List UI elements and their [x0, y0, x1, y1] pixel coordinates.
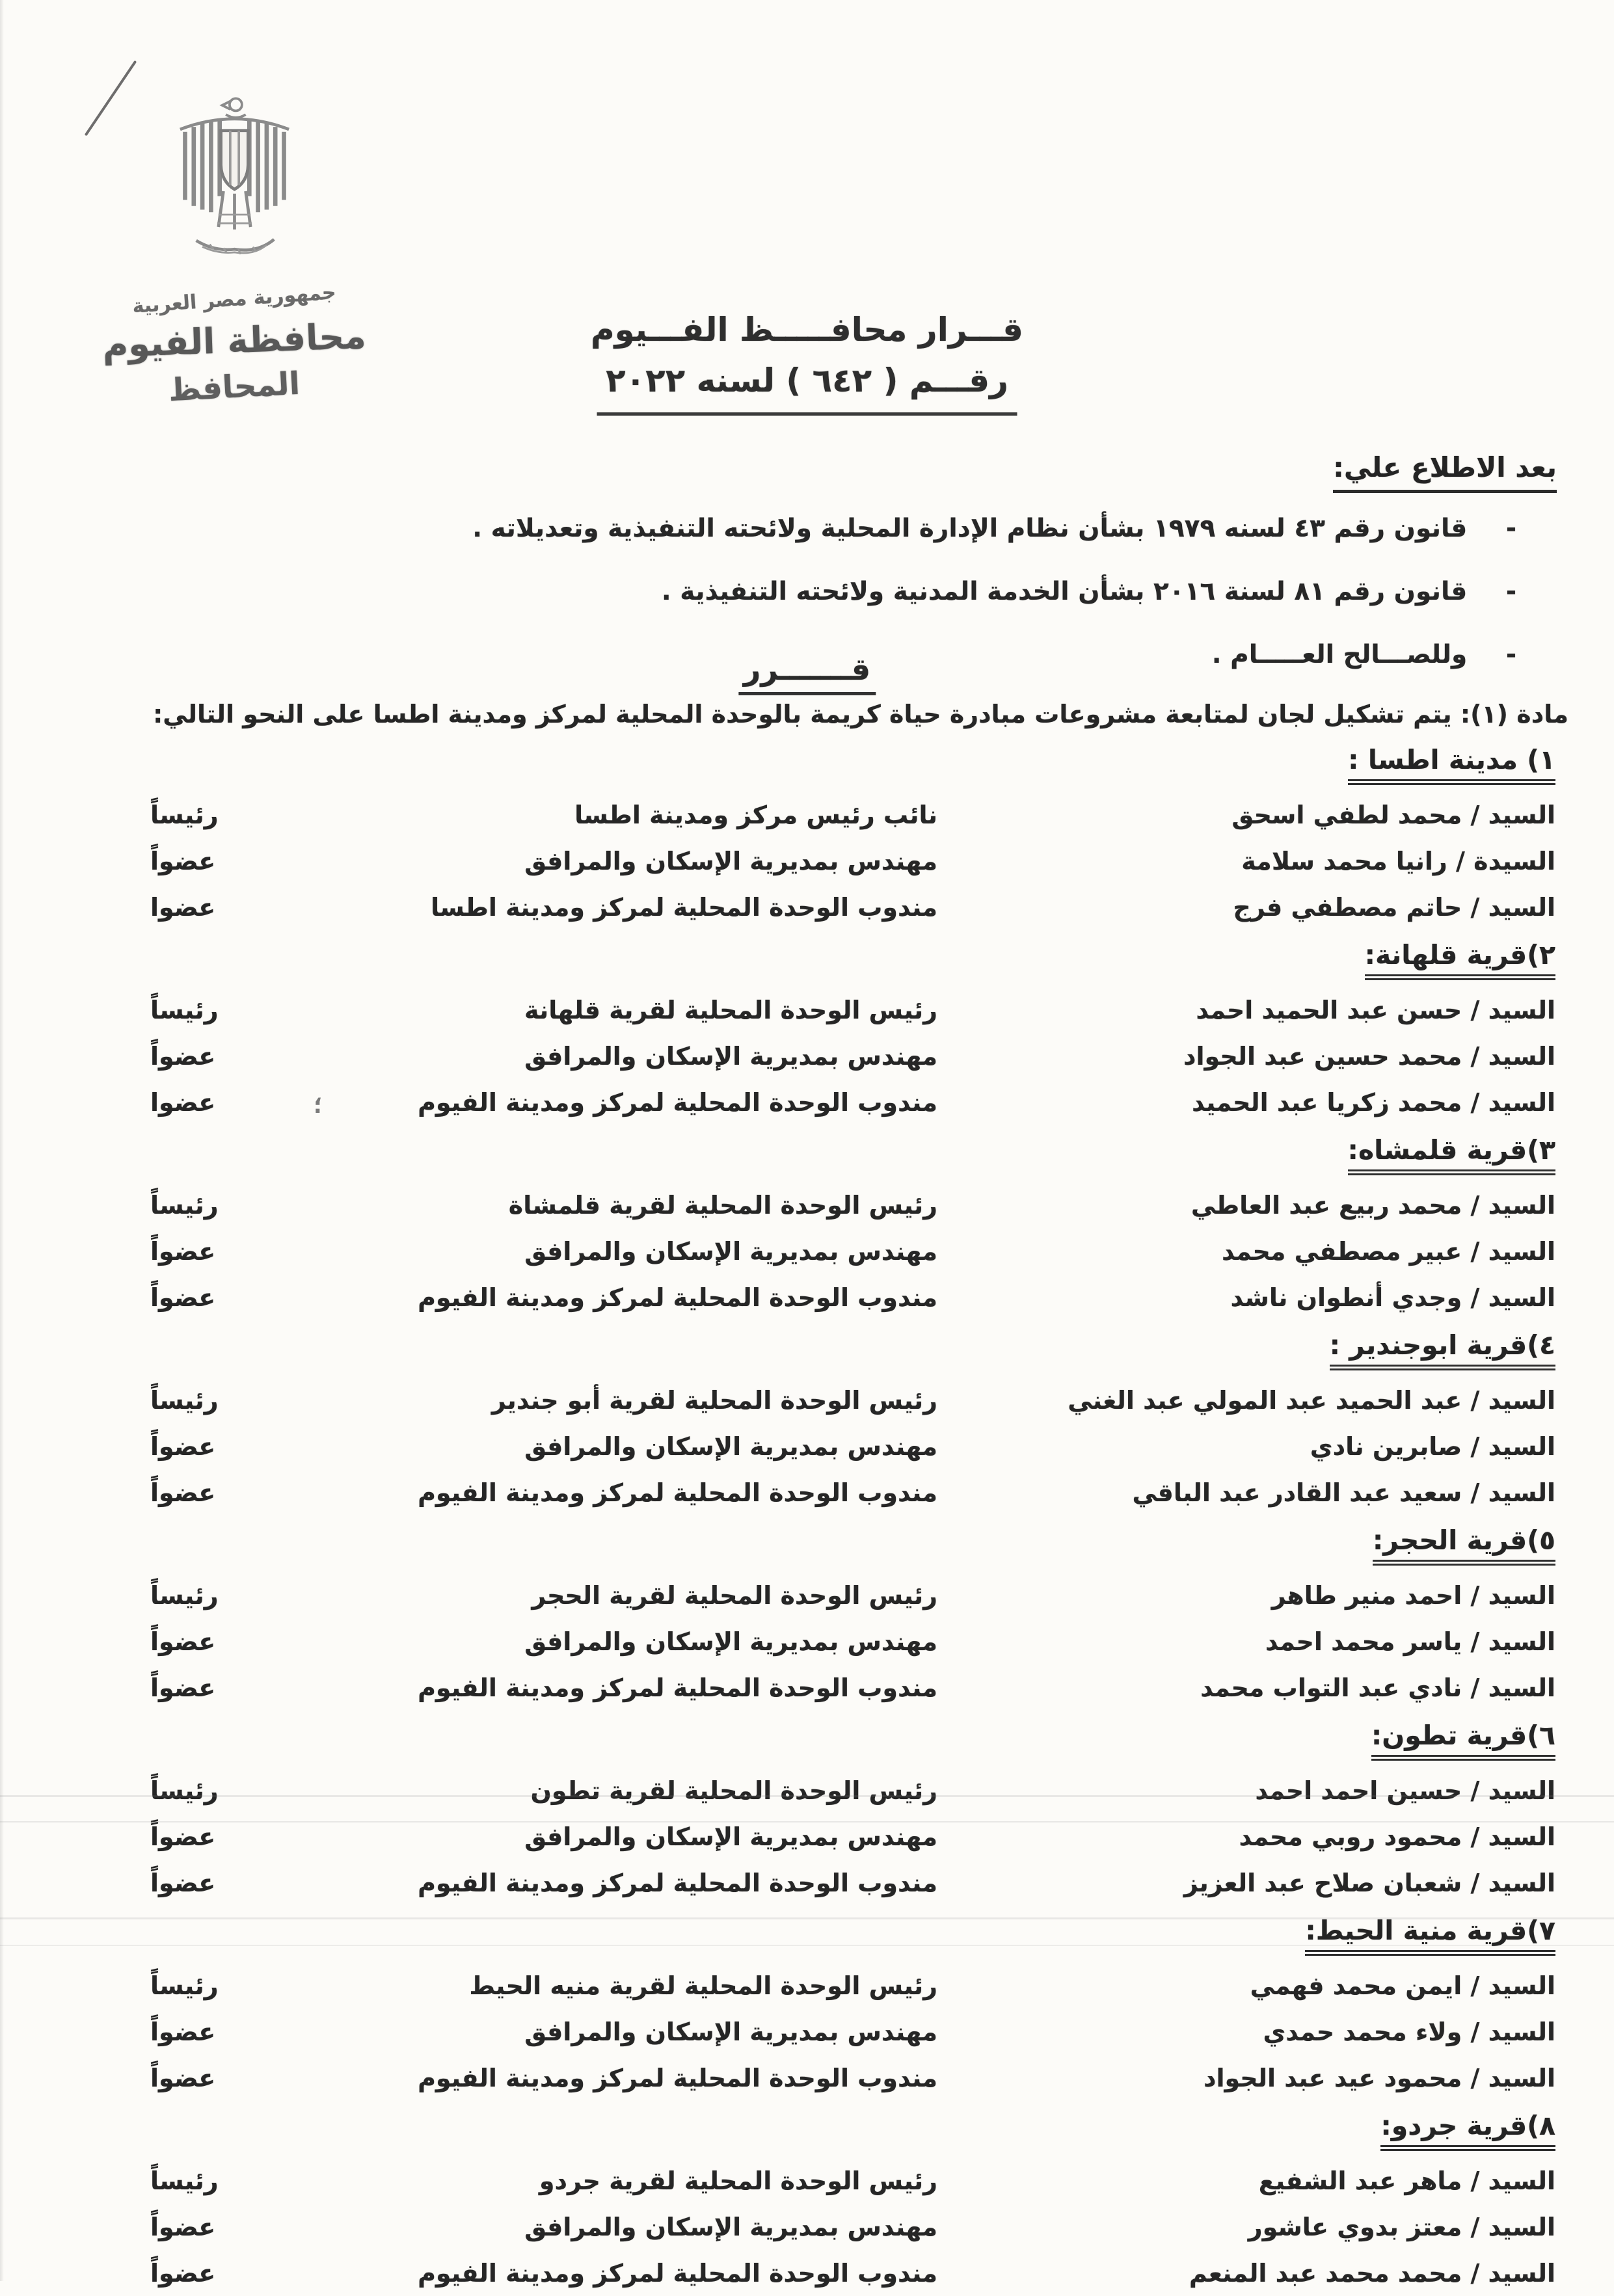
member-row: [78, 2009, 1555, 2055]
member-row: [78, 838, 1555, 884]
member-name: السيد / معتز بدوي عاشور: [1248, 2212, 1555, 2241]
scan-streak: [0, 1917, 1614, 1919]
member-name: السيد / شعبان صلاح عبد العزيز: [1183, 1868, 1555, 1897]
member-name: السيد / احمد منير طاهر: [1271, 1581, 1555, 1610]
member-role: عضواً: [150, 2017, 216, 2046]
member-name: السيد / حسين احمد احمد: [1255, 1776, 1555, 1805]
member-position: رئيس الوحدة المحلية لقرية تطون: [530, 1776, 937, 1805]
member-row: [78, 1423, 1555, 1469]
preamble-item-text: وللصـــالح العـــــام .: [1211, 640, 1468, 669]
committee-section: [78, 1525, 1555, 1711]
member-position: مندوب الوحدة المحلية لمركز ومدينة الفيوم: [418, 2258, 937, 2288]
member-row: [78, 1962, 1555, 2009]
section-header: [78, 744, 1555, 785]
section-header: [78, 1720, 1555, 1761]
member-row: [78, 1182, 1555, 1228]
after-review-heading: بعد الاطلاع علي:: [1333, 451, 1557, 493]
member-role: عضوا: [150, 1088, 216, 1117]
member-position: مهندس بمديرية الإسكان والمرافق: [524, 1432, 937, 1461]
member-row: [78, 1664, 1555, 1711]
member-row: [78, 1860, 1555, 1906]
member-name: السيد / حاتم مصطفي فرج: [1233, 892, 1555, 922]
committee-section: [78, 1915, 1555, 2101]
letterhead-country: جمهورية مصر العربية: [131, 281, 337, 318]
member-role: رئيساً: [150, 1971, 219, 2000]
member-role: رئيساً: [150, 1776, 219, 1805]
member-role: رئيساً: [150, 2166, 219, 2195]
member-position: مندوب الوحدة المحلية لمركز ومدينة الفيوم: [418, 1673, 937, 1702]
member-position: مهندس بمديرية الإسكان والمرافق: [524, 1822, 937, 1851]
member-row: [78, 1033, 1555, 1079]
member-row: [78, 1618, 1555, 1664]
member-role: عضواً: [150, 846, 216, 875]
preamble-item: [91, 514, 1516, 543]
section-header: [78, 1525, 1555, 1566]
member-role: عضواً: [150, 1041, 216, 1071]
member-name: السيد / محمد حسين عبد الجواد: [1183, 1041, 1555, 1071]
member-row: [78, 1767, 1555, 1813]
member-name: السيد / محمود عيد عبد الجواد: [1203, 2063, 1555, 2092]
section-header-text: ١) مدينة اطسا :: [1348, 744, 1555, 785]
member-row: [78, 1228, 1555, 1274]
section-header: [78, 1329, 1555, 1370]
egypt-eagle-emblem: [91, 91, 377, 276]
letterhead: [91, 91, 377, 409]
decree-title-line2: رقـــم ( ٦٤٢ ) لسنه ٢٠٢٢: [597, 355, 1017, 416]
member-role: عضواً: [150, 1236, 216, 1266]
committee-section: [78, 2110, 1555, 2296]
member-row: [78, 2055, 1555, 2101]
letterhead-office: المحافظ: [167, 365, 301, 409]
member-name: السيد / ايمن محمد فهمي: [1250, 1971, 1555, 2000]
committee-section: [78, 939, 1555, 1125]
member-role: عضواً: [150, 1283, 216, 1312]
member-position: مهندس بمديرية الإسكان والمرافق: [524, 2017, 937, 2046]
committee-section: [78, 1329, 1555, 1515]
member-position: مهندس بمديرية الإسكان والمرافق: [524, 1041, 937, 1071]
member-row: [78, 1813, 1555, 1860]
member-role: عضواً: [150, 1432, 216, 1461]
member-row: [78, 792, 1555, 838]
letterhead-governorate: محافظة الفيوم: [101, 315, 367, 366]
section-header: [78, 1915, 1555, 1956]
dash-bullet: -: [1505, 514, 1516, 543]
member-name: السيد / عبير مصطفي محمد: [1222, 1236, 1555, 1266]
member-row: [78, 1274, 1555, 1320]
decision-word: قـــــــرر: [738, 652, 876, 695]
member-position: مهندس بمديرية الإسكان والمرافق: [524, 1627, 937, 1656]
section-header-text: ٨)قرية جردو:: [1380, 2110, 1555, 2151]
member-position: مندوب الوحدة المحلية لمركز ومدينة الفيوم: [418, 1283, 937, 1312]
member-position: رئيس الوحدة المحلية لقرية قلمشاة: [508, 1190, 937, 1220]
section-header: [78, 1134, 1555, 1175]
member-role: عضواً: [150, 1868, 216, 1897]
member-name: السيد / ماهر عبد الشفيع: [1258, 2166, 1555, 2195]
scan-streak: [0, 1795, 1614, 1797]
sections: [78, 735, 1555, 2296]
member-role: عضواً: [150, 2063, 216, 2092]
member-name: السيد / صابرين نادي: [1310, 1432, 1555, 1461]
committee-section: [78, 1720, 1555, 1906]
member-role: عضواً: [150, 1822, 216, 1851]
member-role: عضواً: [150, 1627, 216, 1656]
member-position: رئيس الوحدة المحلية لقرية قلهانة: [524, 995, 937, 1024]
member-name: السيد / ياسر محمد احمد: [1265, 1627, 1555, 1656]
member-row: [78, 987, 1555, 1033]
member-row: [78, 1079, 1555, 1125]
section-header-text: ٥)قرية الحجر:: [1373, 1525, 1555, 1566]
member-position: مندوب الوحدة المحلية لمركز ومدينة الفيوم: [418, 1088, 937, 1117]
member-name: السيد / نادي عبد التواب محمد: [1200, 1673, 1555, 1702]
member-row: [78, 884, 1555, 930]
member-position: مندوب الوحدة المحلية لمركز ومدينة الفيوم: [418, 1478, 937, 1507]
member-position: مندوب الوحدة المحلية لمركز ومدينة الفيوم: [418, 1868, 937, 1897]
member-position: رئيس الوحدة المحلية لقرية الحجر: [531, 1581, 937, 1610]
committee-section: [78, 1134, 1555, 1320]
member-role: عضواً: [150, 2258, 216, 2288]
member-role: عضواً: [150, 2212, 216, 2241]
member-role: عضواً: [150, 1478, 216, 1507]
preamble-item-text: قانون رقم ٤٣ لسنه ١٩٧٩ بشأن نظام الإدارة المحلية ولائحته التنفيذية وتعديلاته .: [472, 514, 1468, 543]
member-row: [78, 1469, 1555, 1515]
section-header-text: ٧)قرية منية الحيط:: [1305, 1915, 1555, 1956]
member-position: مندوب الوحدة المحلية لمركز ومدينة الفيوم: [418, 2063, 937, 2092]
member-position: نائب رئيس مركز ومدينة اطسا: [574, 800, 937, 829]
member-row: [78, 2157, 1555, 2204]
section-header: [78, 2110, 1555, 2151]
member-row: [78, 2250, 1555, 2296]
section-header-text: ٦)قرية تطون:: [1371, 1720, 1555, 1761]
preamble-item: [91, 577, 1516, 606]
member-name: السيد / وجدي أنطوان ناشد: [1230, 1283, 1555, 1312]
member-name: السيد / ولاء محمد حمدي: [1263, 2017, 1555, 2046]
member-row: [78, 2204, 1555, 2250]
decree-title: [591, 304, 1023, 416]
member-name: السيد / محمد ربيع عبد العاطي: [1190, 1190, 1555, 1220]
member-role: رئيساً: [150, 1190, 219, 1220]
member-position: مهندس بمديرية الإسكان والمرافق: [524, 1236, 937, 1266]
member-role: عضواً: [150, 1673, 216, 1702]
member-position: رئيس الوحدة المحلية لقرية منيه الحيط: [469, 1971, 937, 2000]
member-position: مندوب الوحدة المحلية لمركز ومدينة اطسا: [431, 892, 937, 922]
member-row: [78, 1377, 1555, 1423]
committee-section: [78, 744, 1555, 930]
member-name: السيد / حسن عبد الحميد احمد: [1196, 995, 1555, 1024]
member-position: مهندس بمديرية الإسكان والمرافق: [524, 2212, 937, 2241]
preamble-item-text: قانون رقم ٨١ لسنة ٢٠١٦ بشأن الخدمة المدنية ولائحته التنفيذية .: [661, 577, 1468, 606]
member-position: مهندس بمديرية الإسكان والمرافق: [524, 846, 937, 875]
scan-streak: [0, 1821, 1614, 1822]
member-name: السيد / محمد لطفي اسحق: [1231, 800, 1555, 829]
scan-edge-shadow: [0, 0, 4, 2281]
section-header-text: ٣)قرية قلمشاه:: [1348, 1134, 1555, 1175]
dash-bullet: -: [1505, 640, 1516, 669]
member-position: رئيس الوحدة المحلية لقرية أبو جندير: [491, 1385, 937, 1415]
section-header: [78, 939, 1555, 980]
decree-title-line1: قـــرار محافـــــظ الفـــيوم: [591, 311, 1023, 349]
member-role: رئيساً: [150, 995, 219, 1024]
scan-streak: [0, 1945, 1614, 1946]
section-header-text: ٢)قرية قلهانة:: [1365, 939, 1555, 980]
member-name: السيد / محمود روبي محمد: [1239, 1822, 1555, 1851]
member-name: السيد / محمد محمد عبد المنعم: [1189, 2258, 1555, 2288]
member-name: السيدة / رانيا محمد سلامة: [1241, 846, 1555, 875]
stray-ink-mark: ؛: [314, 1093, 323, 1119]
member-name: السيد / محمد زكريا عبد الحميد: [1192, 1088, 1555, 1117]
member-row: [78, 1572, 1555, 1618]
member-role: رئيساً: [150, 1385, 219, 1415]
member-role: رئيساً: [150, 1581, 219, 1610]
section-header-text: ٤)قرية ابوجندير :: [1330, 1329, 1555, 1370]
dash-bullet: -: [1505, 577, 1516, 606]
member-name: السيد / سعيد عبد القادر عبد الباقي: [1132, 1478, 1555, 1507]
member-role: رئيساً: [150, 800, 219, 829]
member-name: السيد / عبد الحميد عبد المولي عبد الغني: [1068, 1385, 1555, 1415]
member-role: عضوا: [150, 892, 216, 922]
member-position: رئيس الوحدة المحلية لقرية جردو: [539, 2166, 937, 2195]
article-1-text: مادة (١): يتم تشكيل لجان لمتابعة مشروعات مبادرة حياة كريمة بالوحدة المحلية لمركز ومدينة اطسا على النحو التالي:: [153, 700, 1568, 728]
